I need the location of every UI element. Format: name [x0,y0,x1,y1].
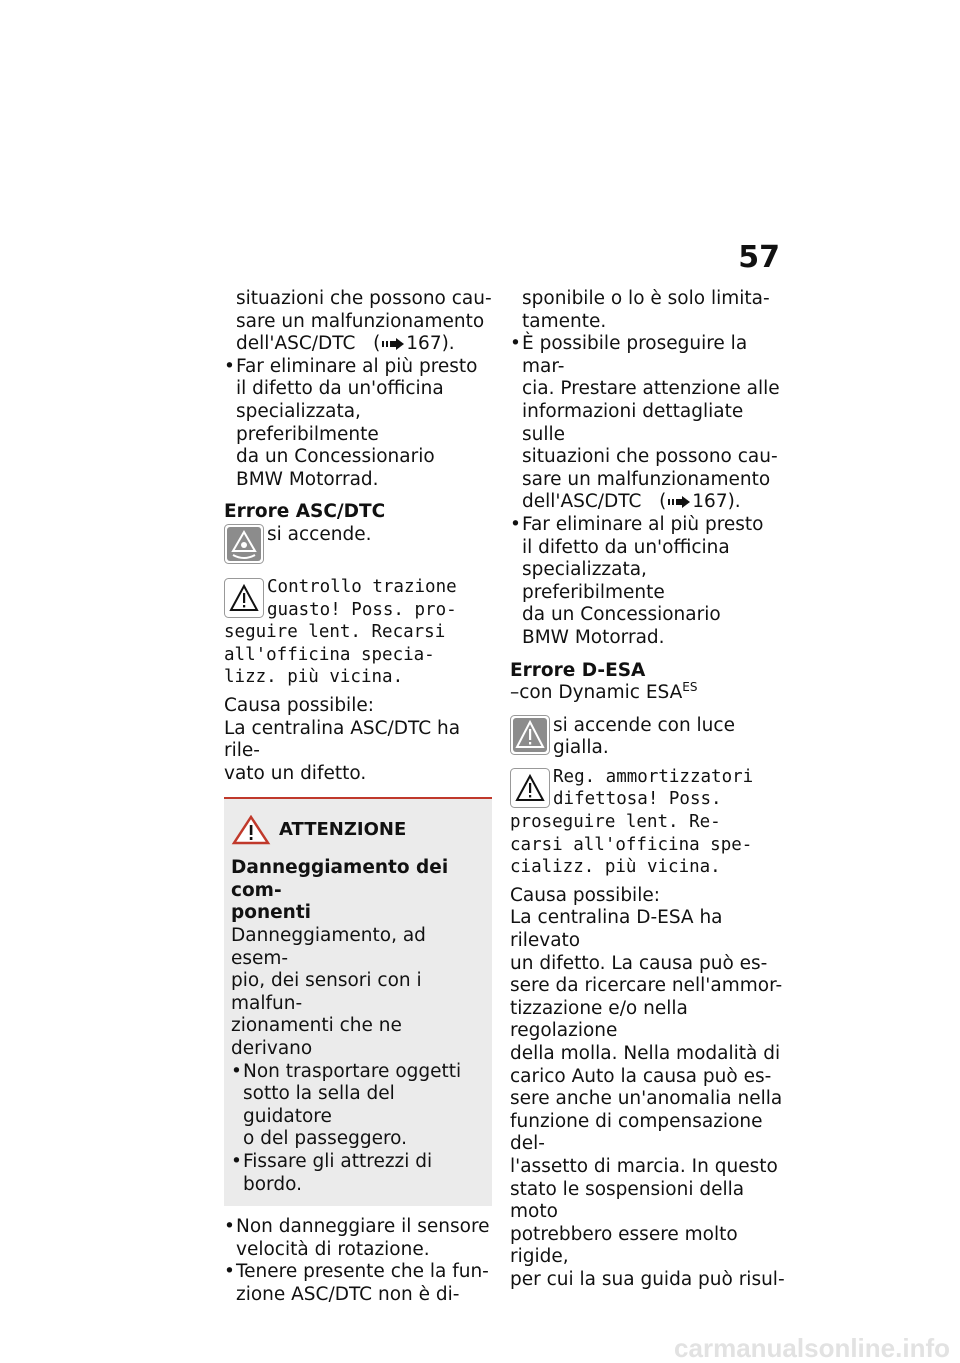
page-number: 57 [738,240,780,275]
intro-paragraph: sponibile o lo è solo limita- tamente. [522,288,770,332]
warning-list-item: • Fissare gli attrezzi di bordo. [231,1151,433,1195]
bullet-icon: • [224,1261,235,1283]
text-line: situazioni che possono cau- [236,288,492,309]
general-warning-light-yellow-icon [510,715,550,755]
list-item: • Tenere presente che la fun- zione ASC/DTC non è di- [224,1261,489,1305]
page-reference-arrow-icon [666,496,692,508]
display-message: Controllo trazione guasto! Poss. pro- seguire lent. Recarsi all'officina specia- lizz. più vicina. [224,576,457,688]
cause-label: Causa possibile: [224,694,374,716]
warning-list-item: • Non trasportare oggetti sotto la sella del guidatore o del passeggero. [231,1060,462,1150]
warning-light-row [224,524,492,566]
asc-dtc-warning-light-icon [224,524,264,564]
cause-label: Causa possibile: [510,884,660,906]
cross-reference: dell'ASC/DTC ( 167). [236,333,455,355]
icon-description: si accende con luce gialla. [553,714,735,759]
bullet-icon: • [224,1216,235,1238]
bullet-icon: • [224,355,235,377]
bullet-icon: • [231,1151,242,1172]
cross-reference: dell'ASC/DTC ( 167). [522,491,741,513]
display-message: Reg. ammortizzatori difettosa! Poss. proseguire lent. Re- carsi all'officina spe- cializz. più vicina. [510,766,754,878]
bullet-icon: • [510,333,521,355]
general-warning-triangle-icon [224,578,264,618]
watermark: carmanualsonline.info [674,1333,950,1363]
bullet-icon: • [231,1060,242,1082]
warning-box: ATTENZIONE Danneggiamento dei com- ponenti Danneggiamento, ad esem- pio, dei sensori con i malfun- zionamenti che ne derivano • Non trasportare oggetti sotto la sella del guidatore o del passeggero. • Fissare gli attrezzi di bordo. [224,797,492,1206]
text-line: sare un malfunzionamento [236,310,485,332]
list-item: • Non danneggiare il sensore velocità di rotazione. [224,1216,490,1260]
section-title: Errore D-ESA [510,659,646,681]
section-title: Errore ASC/DTC [224,501,386,523]
warning-heading: ponenti [231,902,312,924]
right-column [510,288,785,1292]
intro-paragraph [224,288,492,356]
general-warning-triangle-icon [510,768,550,808]
page-reference-arrow-icon [380,338,406,350]
cause-text: La centralina D-ESA ha rilevato un difetto. La causa può es- sere da ricercare nell'ammor- tizzazione e/o nella regolazione della molla. Nella modalità di carico Auto la causa può es- sere anche un'anomalia nella funzione di compensazione del- l'assetto di marcia. In questo stato le sospensioni della moto potrebbero essere molto rigide, per cui la sua guida può risul- [510,907,785,1290]
list-item: • È possibile proseguire la mar- cia. Prestare attenzione alle informazioni dettagliate sulle situazioni che possono cau- sare un malfunzionamento dell'ASC/DTC ( 167). [510,333,785,514]
warning-heading: Danneggiamento dei com- [231,857,449,901]
list-item: • Far eliminare al più presto il difetto da un'officina specializzata, preferibilmente da un Concessionario BMW Motorrad. [510,513,764,648]
warning-triangle-icon [231,815,271,845]
list-item: • Far eliminare al più presto il difetto da un'officina specializzata, preferibilmente da un Concessionario BMW Motorrad. [224,355,478,490]
left-column [224,288,492,1307]
cause-text: vato un difetto. [224,762,367,784]
warning-title: ATTENZIONE [231,815,485,845]
cause-text: La centralina ASC/DTC ha rile- [224,717,461,762]
section-subtitle: –con Dynamic $ESA^{ES}$ [510,679,698,704]
bullet-icon: • [510,513,521,535]
icon-description: si accende. [267,523,372,545]
warning-light-row [510,715,785,760]
